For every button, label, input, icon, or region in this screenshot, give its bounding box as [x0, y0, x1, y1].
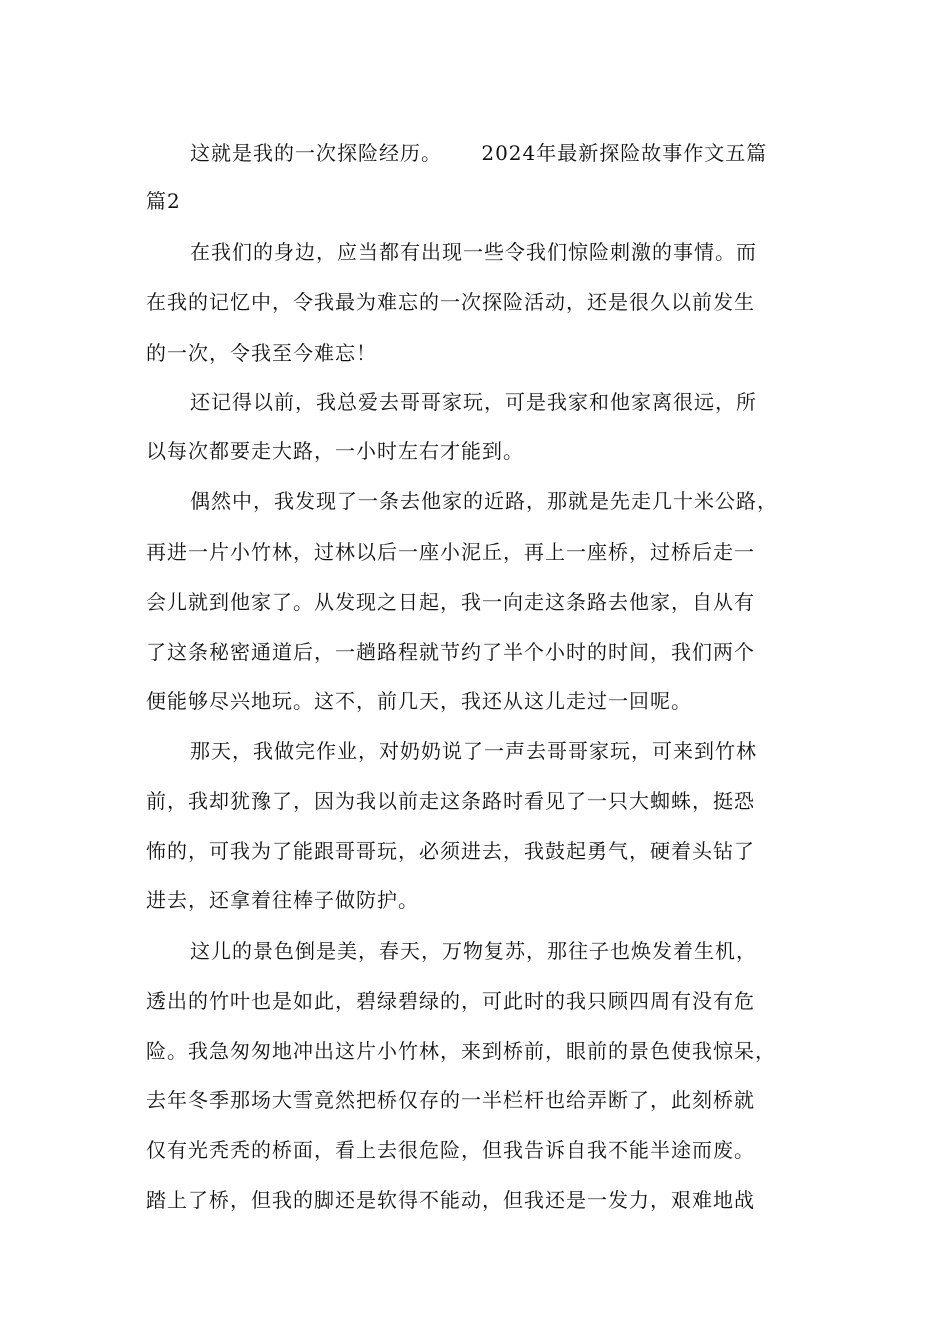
text-line: 怖的，可我为了能跟哥哥玩，必须进去，我鼓起勇气，硬着头钻了	[146, 839, 755, 863]
text-line: 会儿就到他家了。从发现之日起，我一向走这条路去他家，自从有	[146, 590, 755, 614]
text-line: 在我们的身边，应当都有出现一些令我们惊险刺激的事情。而	[190, 240, 757, 264]
text-line: 仅有光秃秃的桥面，看上去很危险，但我告诉自我不能半途而废。	[146, 1138, 755, 1162]
text-line: 便能够尽兴地玩。这不，前几天，我还从这儿走过一回呢。	[146, 689, 692, 713]
text-line: 这就是我的一次探险经历。 2024年最新探险故事作文五篇	[190, 141, 768, 165]
text-line: 以每次都要走大路，一小时左右才能到。	[146, 439, 524, 463]
text-line: 前，我却犹豫了，因为我以前走这条路时看见了一只大蜘蛛，挺恐	[146, 789, 755, 813]
text-line: 透出的竹叶也是如此，碧绿碧绿的，可此时的我只顾四周有没有危	[146, 989, 755, 1013]
text-line: 在我的记忆中，令我最为难忘的一次探险活动，还是很久以前发生	[146, 290, 755, 314]
text-line: 进去，还拿着往棒子做防护。	[146, 888, 419, 912]
text-line: 再进一片小竹林，过林以后一座小泥丘，再上一座桥，过桥后走一	[146, 540, 755, 564]
text-line: 去年冬季那场大雪竟然把桥仅存的一半栏杆也给弄断了，此刻桥就	[146, 1088, 755, 1112]
text-line: 还记得以前，我总爱去哥哥家玩，可是我家和他家离很远，所	[190, 390, 757, 414]
text-line: 了这条秘密通道后，一趟路程就节约了半个小时的时间，我们两个	[146, 640, 755, 664]
text-line: 偶然中，我发现了一条去他家的近路，那就是先走几十米公路，	[190, 489, 778, 513]
text-line: 踏上了桥，但我的脚还是软得不能动，但我还是一发力，艰难地战	[146, 1188, 755, 1212]
text-line: 篇2	[146, 189, 181, 213]
text-line: 这儿的景色倒是美，春天，万物复苏，那往子也焕发着生机，	[190, 939, 757, 963]
text-line: 那天，我做完作业，对奶奶说了一声去哥哥家玩，可来到竹林	[190, 739, 757, 763]
text-line: 的一次，令我至今难忘！	[146, 341, 377, 365]
text-line: 险。我急匆匆地冲出这片小竹林，来到桥前，眼前的景色使我惊呆，	[146, 1039, 776, 1063]
